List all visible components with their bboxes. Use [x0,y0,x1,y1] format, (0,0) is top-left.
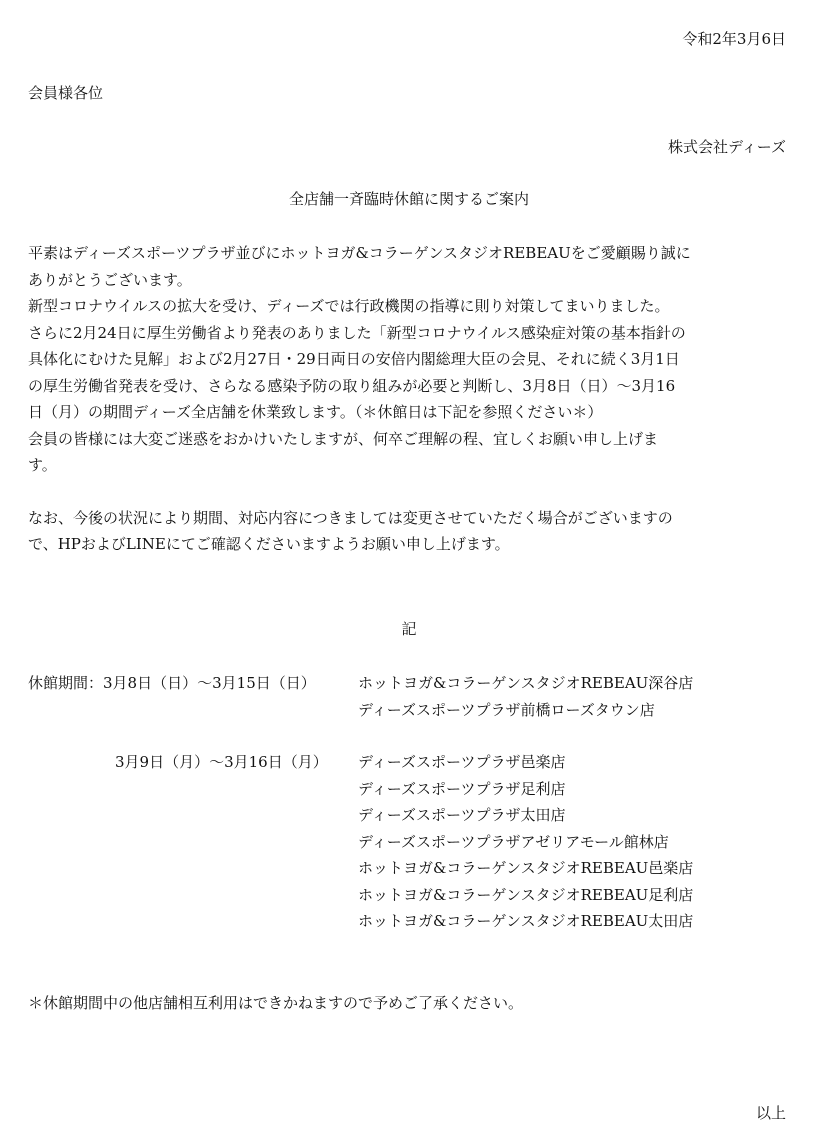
body-line: で、HPおよびLINEにてご確認くださいますようお願い申し上げます。 [28,535,510,553]
body-line: 会員の皆様には大変ご迷惑をおかけいたしますが、何卒ご理解の程、宜しくお願い申し上げま [28,429,659,448]
footnote: ＊休館期間中の他店舗相互利用はできかねますので予めご了承ください。 [28,994,524,1012]
store-item: ディーズスポーツプラザアゼリアモール館林店 [358,832,669,851]
body-line: の厚生労働省発表を受け、さらなる感染予防の取り組みが必要と判断し、3月8日（日）～3月16 [28,376,676,395]
body-text [28,240,798,558]
closing-mark: 以上 [755,1104,786,1122]
body-line: 具体化にむけた見解」および2月27日・29日両日の安倍内閣総理大臣の会見、それに続く3月1日 [28,350,680,368]
store-item: ディーズスポーツプラザ前橋ローズタウン店 [358,700,655,719]
body-line: なお、今後の状況により期間、対応内容につきましては変更させていただく場合がございますの [28,508,673,527]
store-item: ホットヨガ&コラーゲンスタジオREBEAU深谷店 [358,674,694,692]
document-title: 全店舗一斉臨時休館に関するご案内 [288,190,529,208]
schedule-label: 休館期間： [28,674,104,692]
document-date: 令和2年3月6日 [682,30,786,48]
body-line: ありがとうございます。 [28,270,192,289]
store-item: ディーズスポーツプラザ邑楽店 [358,753,566,771]
ki-heading: 記 [401,620,417,638]
body-line: す。 [28,456,57,474]
store-item: ホットヨガ&コラーゲンスタジオREBEAU足利店 [358,885,694,904]
body-line: 平素はディーズスポーツプラザ並びにホットヨガ&コラーゲンスタジオREBEAUをご愛顧賜り誠に [28,244,691,262]
schedule-period: 3月9日（月）～3月16日（月） [115,753,328,771]
store-item: ホットヨガ&コラーゲンスタジオREBEAU邑楽店 [358,859,694,877]
store-item: ホットヨガ&コラーゲンスタジオREBEAU太田店 [358,912,694,930]
body-line: さらに2月24日に厚生労働省より発表のありました「新型コロナウイルス感染症対策の基本指針の [28,323,686,342]
body-line: 新型コロナウイルスの拡大を受け、ディーズでは行政機関の指導に則り対策してまいりました。 [28,297,670,315]
store-item: ディーズスポーツプラザ足利店 [358,779,566,798]
recipient: 会員様各位 [28,84,104,102]
body-line: 日（月）の期間ディーズ全店舗を休業致します。（＊休館日は下記を参照ください＊） [28,403,603,421]
sender-company: 株式会社ディーズ [667,138,786,156]
schedule-period-row [28,670,316,697]
store-item: ディーズスポーツプラザ太田店 [358,806,566,824]
schedule-period: 3月8日（日）～3月15日（日） [103,674,316,692]
